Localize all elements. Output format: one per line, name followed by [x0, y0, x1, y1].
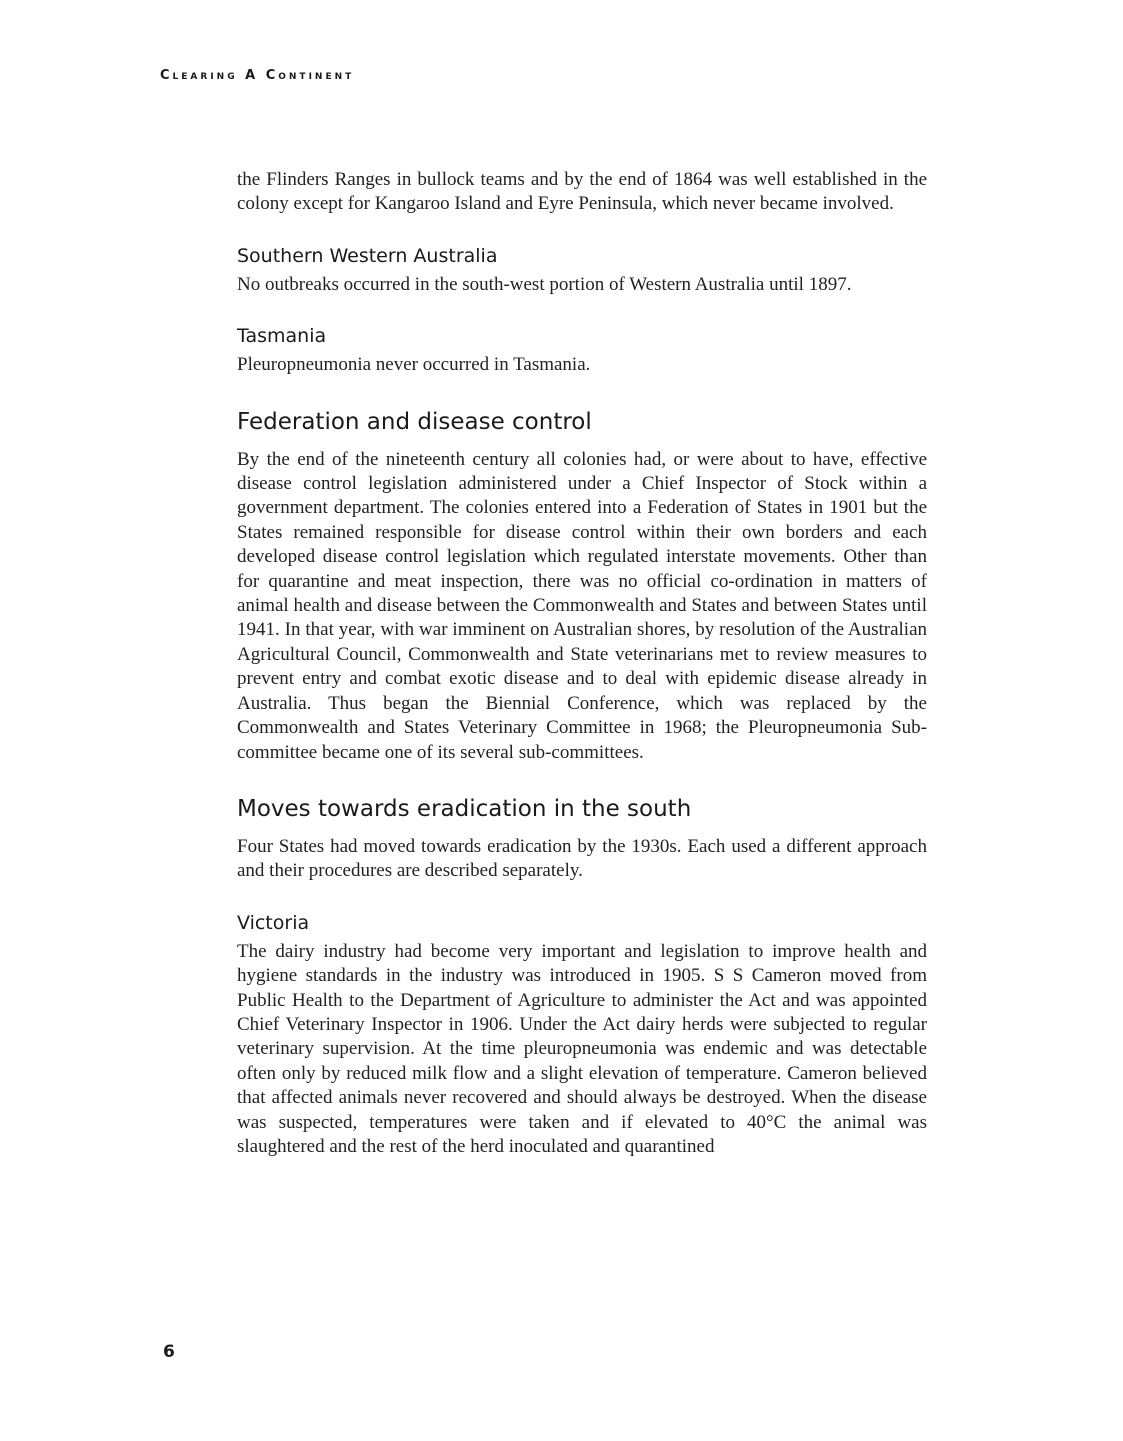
southern-wa-paragraph: No outbreaks occurred in the south-west portion of Western Australia until 1897.: [237, 273, 852, 295]
federation-heading: Federation and disease control: [237, 408, 592, 435]
victoria-heading: Victoria: [237, 911, 310, 934]
page-content: [237, 168, 927, 1159]
page-number: 6: [163, 1342, 175, 1362]
southern-wa-heading: Southern Western Australia: [237, 244, 498, 267]
moves-heading: Moves towards eradication in the south: [237, 795, 692, 822]
running-head: Clearing A Continent: [160, 68, 355, 83]
intro-paragraph: the Flinders Ranges in bullock teams and by the end of 1864 was well established in the colony except for Kangaroo Island and Eyre Peninsula, which never became involved.: [237, 169, 927, 215]
tasmania-paragraph: Pleuropneumonia never occurred in Tasmania.: [237, 354, 591, 376]
victoria-paragraph: The dairy industry had become very important and legislation to improve health and hygiene standards in the industry was introduced in 1905. S S Cameron moved from Public Health to the Department of Agriculture to administer the Act and was appointed Chief Veterinary Inspector in 1906. Under the Act dairy herds were subjected to regular veterinary supervision. At the time pleuropneumonia was endemic and was detectable often only by reduced milk flow and a slight elevation of temperature. Cameron believed that affected animals never recovered and should always be destroyed. When the disease was suspected, temperatures were taken and if elevated to 40°C the animal was slaughtered and the rest of the herd inoculated and quarantined: [237, 940, 927, 1157]
tasmania-heading: Tasmania: [237, 325, 327, 348]
federation-paragraph: By the end of the nineteenth century all colonies had, or were about to have, effective disease control legislation administered under a Chief Inspector of Stock within a government department. The colonies entered into a Federation of States in 1901 but the States remained responsible for disease control within their own borders and each developed disease control legislation which regulated interstate movements. Other than for quarantine and meat inspection, there was no official co-ordination in matters of animal health and disease between the Commonwealth and States and between States until 1941. In that year, with war imminent on Australian shores, by resolution of the Australian Agricultural Council, Commonwealth and State veterinarians met to review measures to prevent entry and combat exotic disease and to deal with epidemic disease already in Australia. Thus began the Biennial Conference, which was replaced by the Commonwealth and States Veterinary Committee in 1968; the Pleuropneumonia Sub-committee became one of its several sub-committees.: [237, 448, 927, 763]
moves-paragraph: Four States had moved towards eradication by the 1930s. Each used a different approach and their procedures are described separately.: [237, 835, 927, 882]
